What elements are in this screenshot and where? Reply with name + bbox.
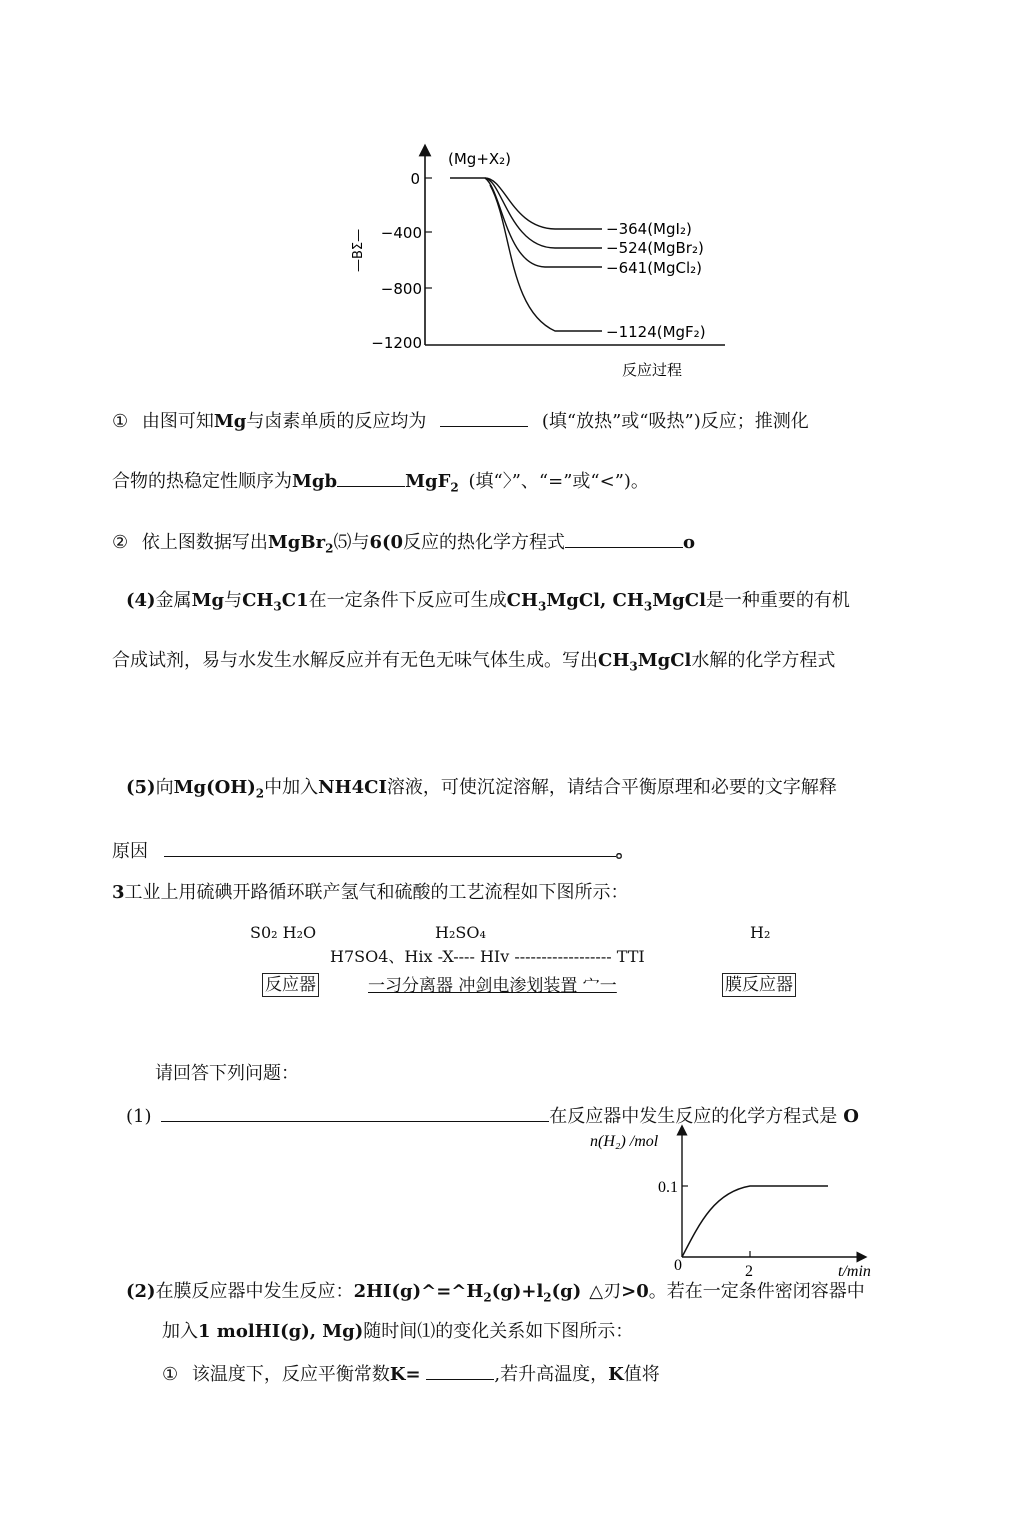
answer-blank[interactable] (426, 1361, 494, 1380)
label-mgf2: −1124(MgF₂) (606, 323, 706, 341)
xtick-0: 0 (674, 1257, 682, 1274)
paragraph-4b-line: 合成试剂，易与水发生水解反应并有无色无味气体生成。写出$CH_3MgCl$水解的化学方程式 (112, 650, 836, 674)
reactor-box: 反应器 (262, 973, 319, 997)
answer-blank[interactable] (164, 838, 616, 857)
ytick-0.1: 0.1 (658, 1179, 678, 1196)
circled-number: ① (112, 411, 129, 432)
flow-input-label: S0₂ H₂O (250, 923, 317, 942)
ytick-1200: −1200 (371, 334, 422, 352)
question-1-line: ① 由图可知Mg与卤素单质的反应均为 (填“放热”或“吸热”)反应；推测化 (112, 408, 809, 434)
question-p2c-line: ① 该温度下，反应平衡常数K= ,若升高温度，K值将 (162, 1361, 660, 1387)
prompt-line: 请回答下列问题： (155, 1063, 299, 1084)
label-mgcl2: −641(MgCl₂) (606, 259, 703, 277)
flow-units-label: 一习分离器 冲剑电渗划装置 宀一 (368, 976, 617, 996)
flow-output-h2: H₂ (750, 923, 771, 942)
curve-mgf2 (490, 185, 602, 331)
top-label: (Mg+X₂) (448, 150, 512, 168)
question-p2b-line: 加入1 molHI(g), Mg)随时间⑴的变化关系如下图所示： (162, 1321, 634, 1342)
flow-output-h2so4: H₂SO₄ (435, 923, 486, 942)
answer-blank[interactable] (440, 408, 528, 427)
ytick-400: −400 (380, 224, 422, 242)
y-axis-label: —ΒΣ— (351, 228, 366, 272)
y-axis-label: n(H₂) /mol (590, 1133, 659, 1150)
question-2-line: ② 依上图数据写出MgBr$_2$⑸与6(0反应的热化学方程式 o (112, 529, 695, 561)
membrane-reactor-box: 膜反应器 (722, 973, 796, 997)
process-flow (240, 920, 820, 1005)
answer-blank[interactable] (565, 529, 683, 548)
series-line (682, 1186, 828, 1257)
curve-mgi2 (450, 178, 602, 229)
question-3-line: 3工业上用硫碘开路循环联产氢气和硫酸的工艺流程如下图所示： (112, 882, 629, 903)
answer-blank[interactable] (161, 1103, 549, 1122)
paragraph-5-line: (5)向$Mg(OH)_2$中加入NH4CI溶液，可使沉淀溶解，请结合平衡原理和必要的文字解释 (126, 777, 837, 801)
ytick-0: 0 (410, 170, 420, 188)
question-p1-line: (1) 在反应器中发生反应的化学方程式是 O (126, 1103, 859, 1129)
x-axis-label: 反应过程 (622, 361, 683, 379)
label-mgbr2: −524(MgBr₂) (606, 239, 704, 257)
xtick-2: 2 (745, 1263, 753, 1280)
h2-time-chart (590, 1122, 900, 1282)
flow-stream-label: H7SO4、Hix -X---- HIv ------------------ TTI (330, 947, 645, 966)
enthalpy-chart (340, 140, 740, 385)
circled-number: ② (112, 532, 129, 553)
x-axis-label: t/min (838, 1263, 871, 1280)
ytick-800: −800 (380, 280, 422, 298)
paragraph-4-line: (4)金属Mg与$CH_3C1$在一定条件下反应可生成$CH_3MgCl$, $CH_3MgCl$是一种重要的有机 (126, 590, 850, 614)
question-p2-line: (2)在膜反应器中发生反应：$2HI(g)\^{}=\^{}H_2(g)+l_2(g)$ △刃>0。若在一定条件密闭容器中 (126, 1281, 865, 1305)
answer-blank[interactable] (337, 468, 405, 487)
question-1b-line: 合物的热稳定性顺序为Mgb MgF$_2$ (填“〉”、“=”或“<”)。 (112, 468, 649, 500)
label-mgi2: −364(MgI₂) (606, 220, 692, 238)
paragraph-5b-line: 原因 。 (112, 838, 634, 864)
circled-number: ① (162, 1364, 179, 1385)
